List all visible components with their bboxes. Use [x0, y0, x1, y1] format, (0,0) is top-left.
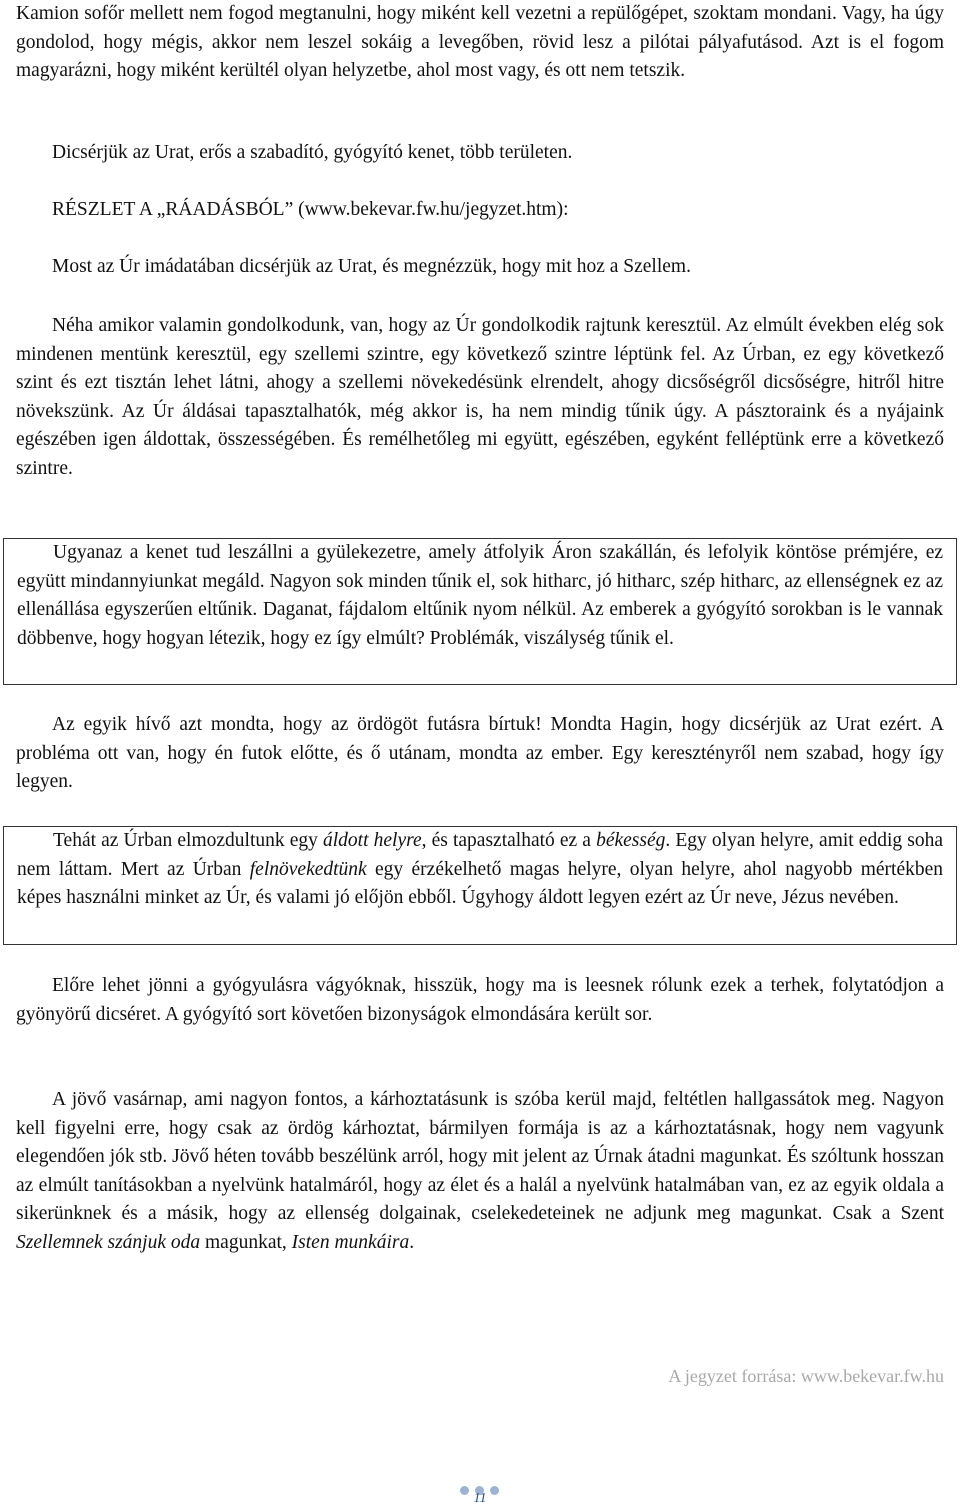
p10-text-a: A jövő vasárnap, ami nagyon fontos, a kárhoztatásunk is szóba kerül majd, feltétlen hallgassátok meg. Nagyon kell figyelni erre, hogy csak az ördög kárhoztat, bármilyen formája is az a kárhoztatásnak, hogy nem vagyunk elegendően jók stb. Jövő héten tovább beszélünk arról, hogy mit jelent az Úrnak átadni magunkat. És szóltunk hosszan az elmúlt tanításokban a nyelvünk hatalmáról, hogy az élet és a halál a nyelvünk hatalmában van, ez az egyik oldala a sikerünknek és a másik, hogy az ellenség dolgainak, cselekedeteinek ne adjunk meg magunkat. Csak a Szent — [16, 1089, 944, 1224]
p8-text-e: . Egy olyan helyre, amit eddig soha nem láttam. Mert az Úrban — [17, 830, 943, 880]
source-note: A jegyzet forrása: www.bekevar.fw.hu — [668, 1366, 944, 1386]
p8-text-c: , és tapasztalható ez a — [421, 830, 597, 851]
paragraph-4: Most az Úr imádatában dicsérjük az Urat, és megnézzük, hogy mit hoz a Szellem. — [52, 256, 691, 277]
p8-italic-felnovekedtunk: felnövekedtünk — [249, 858, 367, 880]
paragraph-5: Néha amikor valamin gondolkodunk, van, hogy az Úr gondolkodik rajtunk keresztül. Az elmúlt években elég sok mindenen mentünk keresztül, egy szellemi szintre, egy következő szintre léptünk fel. Az Úrban, ez egy következő szint és ezt tisztán lehet látni, ahogy a szellemi növekedésünk elrendelt, ahogy dicsőségről dicsőségre, hitről hitre növekszünk. Az Úr áldásai tapasztalhatók, még akkor is, ha nem mindig tűnik úgy. A pásztoraink és a nyájaink egészében igen áldottak, összességében. És remélhetőleg mi együtt, egészében, egyként felléptünk erre a következő szintre. — [16, 315, 944, 479]
paragraph-10 — [16, 1086, 944, 1257]
p8-text-a: Tehát az Úrban elmozdultunk egy — [53, 830, 324, 851]
paragraph-3-heading: RÉSZLET A „RÁADÁSBÓL” (www.bekevar.fw.hu/jegyzet.htm): — [52, 199, 569, 220]
p10-italic-szellemnek: Szellemnek szánjuk oda — [16, 1231, 201, 1253]
paragraph-9: Előre lehet jönni a gyógyulásra vágyóknak, hisszük, hogy ma is leesnek rólunk ezek a terhek, folytatódjon a gyönyörű dicséret. A gyógyító sort követően bizonyságok elmondására került sor. — [16, 975, 944, 1025]
paragraph-1: Kamion sofőr mellett nem fogod megtanulni, hogy miként kell vezetni a repülőgépet, szoktam mondani. Vagy, ha úgy gondolod, hogy mégis, akkor nem leszel sokáig a levegőben, rövid lesz a pilótai pályafutásod. Azt is el fogom magyarázni, hogy miként kerültél olyan helyzetbe, ahol most vagy, és ott nem tetszik. — [16, 3, 944, 81]
paragraph-7: Az egyik hívő azt mondta, hogy az ördögöt futásra bírtuk! Mondta Hagin, hogy dicsérjük az Urat ezért. A probléma ott van, hogy én futok előtte, és ő utánam, mondta az ember. Egy keresztényről nem szabad, hogy így legyen. — [16, 714, 944, 792]
paragraph-2: Dicsérjük az Urat, erős a szabadító, gyógyító kenet, több területen. — [52, 142, 573, 163]
p10-text-c: magunkat, — [200, 1231, 292, 1253]
p8-text-g: egy érzékelhető magas helyre, olyan helyre, ahol nagyobb mértékben képes használni minket az Úr, és valami jó előjön ebből. Úgyhogy áldott legyen ezért az Úr neve, Jézus nevében. — [17, 858, 943, 908]
paragraph-6-boxed: Ugyanaz a kenet tud leszállni a gyülekezetre, amely átfolyik Áron szakállán, és lefolyik köntöse prémjére, ez együtt mindannyiunkat megáld. Nagyon sok minden tűnik el, sok hitharc, jó hitharc, szép hitharc, az ellenségnek ez az ellenállása egyszerűen eltűnik. Daganat, fájdalom eltűnik nyom nélkül. Az emberek a gyógyító sorokban is le vannak döbbenve, hogy hogyan létezik, hogy ez így elmúlt? Problémák, viszálység tűnik el. — [3, 538, 957, 685]
page-number: 11 — [473, 1491, 487, 1506]
p8-italic-bekesseg: békesség — [596, 830, 666, 851]
p8-italic-aldott: áldott helyre — [323, 830, 422, 851]
p10-text-e: . — [409, 1231, 415, 1253]
paragraph-8-boxed — [3, 826, 957, 945]
p10-italic-isten-munkaira: Isten munkáira — [291, 1231, 410, 1253]
